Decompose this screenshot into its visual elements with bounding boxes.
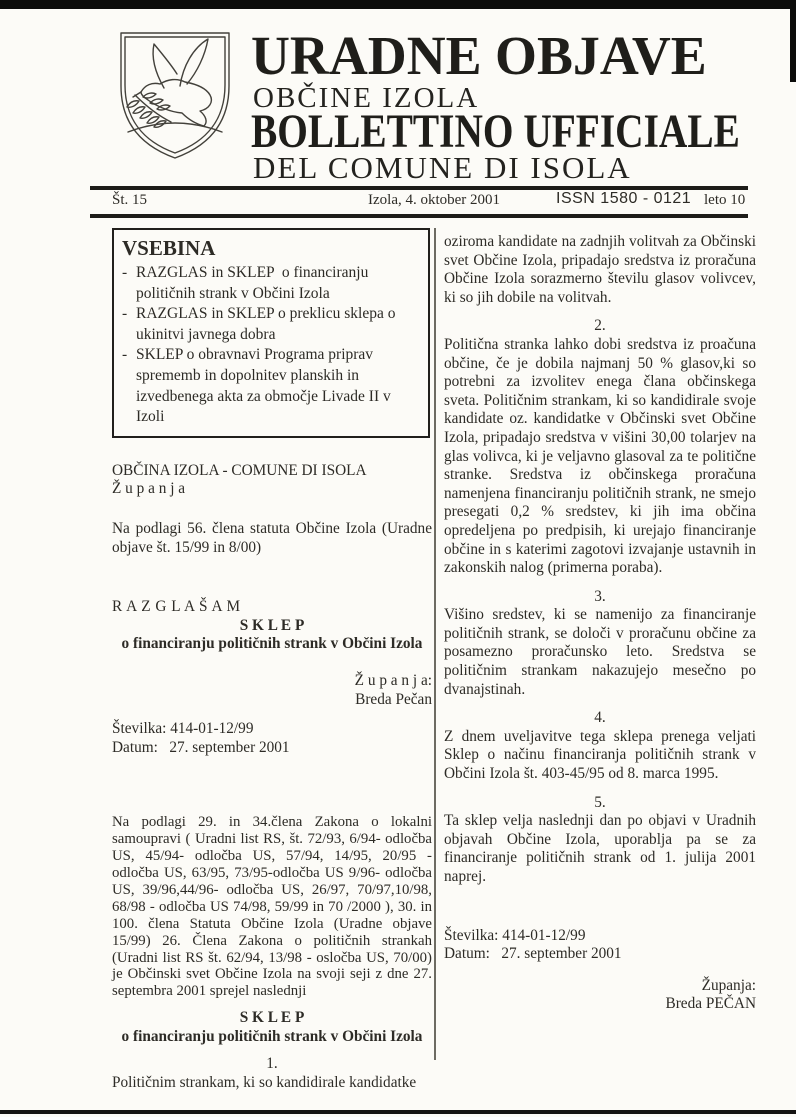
proclamation-word: R A Z G L A Š A M — [112, 598, 241, 616]
izola-coat-of-arms — [114, 28, 236, 162]
signature-role: Ž u p a n j a: — [354, 671, 432, 689]
article-2-text: Politična stranka lahko dobi sredstva iz proačuna občine, če je dobila najmanj 50 % glasov,ki so potrebni za izvolitev enega člana občinskega sveta. Političnim strankam, ki so kandidirale svoje kandidate oz. kandidatke v Občinski svet Občine Izola, pripadajo sredstva v višini 30,00 tolarjev na glas volivca, ki je veljavno glasoval za te politične stranke. Sredstva iz občinskega proračuna namenjena financiranju političnih strank, ne smejo presegati 0,2 % sredstev, ki jih ima občina opredeljena po predpisih, ki urejajo financiranje občine in s katerimi zagotovi izvajanje ustavnih in zakonskih nalog (primerna poraba). — [444, 335, 756, 577]
article-3-text: Višino sredstev, ki se namenijo za financiranje političnih strank, se določi v proračunu občine za posamezno proračunsko leto. Sredstva se političnim strankam nakazujejo mesečno po dvanajstinah. — [444, 606, 756, 698]
article-5-text: Ta sklep velja naslednji dan po objavi v Uradnih objavah Občine Izola, uporablja pa se za financiranje političnih strank od 1. julija 2001 naprej. — [444, 812, 756, 885]
toc-item — [122, 263, 420, 304]
reference-block — [444, 927, 756, 964]
issuing-role: Ž u p a n j a — [112, 480, 186, 498]
masthead-subtitle-italian: DEL COMUNE DI ISOLA — [253, 150, 632, 185]
issue-number: Št. 15 — [112, 192, 148, 208]
decree-subtitle: o financiranju političnih strank v Občini Izola — [121, 635, 423, 653]
toc-item — [122, 304, 420, 345]
issuing-authority: OBČINA IZOLA - COMUNE DI ISOLA — [112, 461, 367, 479]
masthead-rule-bottom — [90, 214, 748, 218]
signature-name: Breda Pečan — [355, 690, 432, 708]
reference-date: Datum: 27. september 2001 — [112, 738, 290, 756]
left-column — [112, 228, 432, 1093]
signature-block — [444, 977, 756, 1014]
legal-basis-short: Na podlagi 56. člena statuta Občine Izola (Uradne objave št. 15/99 in 8/00) — [112, 519, 432, 556]
signature-role: Županja: — [701, 976, 756, 994]
signature-name: Breda PEČAN — [665, 995, 756, 1013]
article-5-number: 5. — [594, 793, 606, 811]
decree-subtitle-repeat: o financiranju političnih strank v Občini Izola — [121, 1027, 423, 1045]
toc-box — [112, 228, 430, 438]
masthead-subtitle-slovene: OBČINE IZOLA — [253, 82, 480, 114]
reference-number: Številka: 414-01-12/99 — [112, 720, 254, 738]
toc-title: VSEBINA — [122, 236, 216, 260]
place-and-date: Izola, 4. oktober 2001 — [368, 192, 501, 208]
reference-number: Številka: 414-01-12/99 — [444, 926, 586, 944]
decree-title-repeat: S K L E P — [239, 1009, 305, 1027]
scan-edge-top — [0, 0, 796, 9]
volume-year: leto 10 — [704, 192, 746, 208]
scan-edge-bottom — [0, 1110, 796, 1114]
scan-edge-right — [790, 0, 796, 82]
right-column — [444, 228, 756, 1014]
toc-item-label: RAZGLAS in SKLEP o preklicu sklepa o ukinitvi javnega dobra — [136, 305, 400, 343]
article-1-number: 1. — [266, 1055, 278, 1073]
dove-olive-branch-icon — [114, 28, 236, 162]
dash-bullet: - — [122, 305, 128, 323]
article-4-number: 4. — [594, 709, 606, 727]
column-divider — [434, 228, 436, 1060]
article-2-number: 2. — [594, 317, 606, 335]
toc-item — [122, 345, 420, 427]
article-3-number: 3. — [594, 587, 606, 605]
article-4-text: Z dnem uveljavitve tega sklepa prenega veljati Sklep o načinu financiranja političnih strank v Občini Izola št. 403-45/95 od 8. marca 1995. — [444, 727, 756, 783]
article-1-text-continued: oziroma kandidate na zadnjih volitvah za Občinski svet Občine Izola, pripadajo sredstva iz proračuna Občine Izola sorazmerno številu glasov volivcev, ki so jih dobile na volitvah. — [444, 233, 756, 306]
decree-title: S K L E P — [239, 616, 305, 634]
article-1-text-start: Političnim strankam, ki so kandidirale kandidatke — [112, 1074, 417, 1092]
reference-block — [112, 720, 432, 757]
toc-item-label: SKLEP o obravnavi Programa priprav sprememb in dopolnitev planskih in izvedbenega akta za območje Livade II v Izoli — [136, 346, 395, 426]
masthead-title-italian: BOLLETTINO UFFICIALE — [251, 105, 740, 158]
reference-date: Datum: 27. september 2001 — [444, 945, 622, 963]
toc-item-label: RAZGLAS in SKLEP o financiranju političnih strank v Občini Izola — [136, 264, 373, 302]
masthead-title-slovene: URADNE OBJAVE — [251, 25, 707, 86]
dash-bullet: - — [122, 346, 128, 364]
legal-basis-long: Na podlagi 29. in 34.člena Zakona o lokalni samoupravi ( Uradni list RS, št. 72/93, 6/94- odločba US, 45/94- odločba US, 57/94, 14/95, 20/95 - odločba US, 63/95, 73/95-odločba US 9/96- odločba US, 39/96,44/96- odločba US, 26/97, 70/97,10/98, 68/98 - odločba US 74/98, 59/99 in 70 /2000 ), 30. in 100. člena Statuta Občine Izola (Uradne objave 15/99) 26. Člena Zakona o političnih strankah (Uradni list RS št. 62/94, 13/98 - osločba US, 70/00) je Občinski svet Občine Izola na svoji seji z dne 27. septembra 2001 sprejel naslednji — [112, 814, 432, 1000]
issn-number: ISSN 1580 - 0121 — [556, 190, 692, 207]
dash-bullet: - — [122, 264, 128, 281]
signature-block — [112, 672, 432, 709]
